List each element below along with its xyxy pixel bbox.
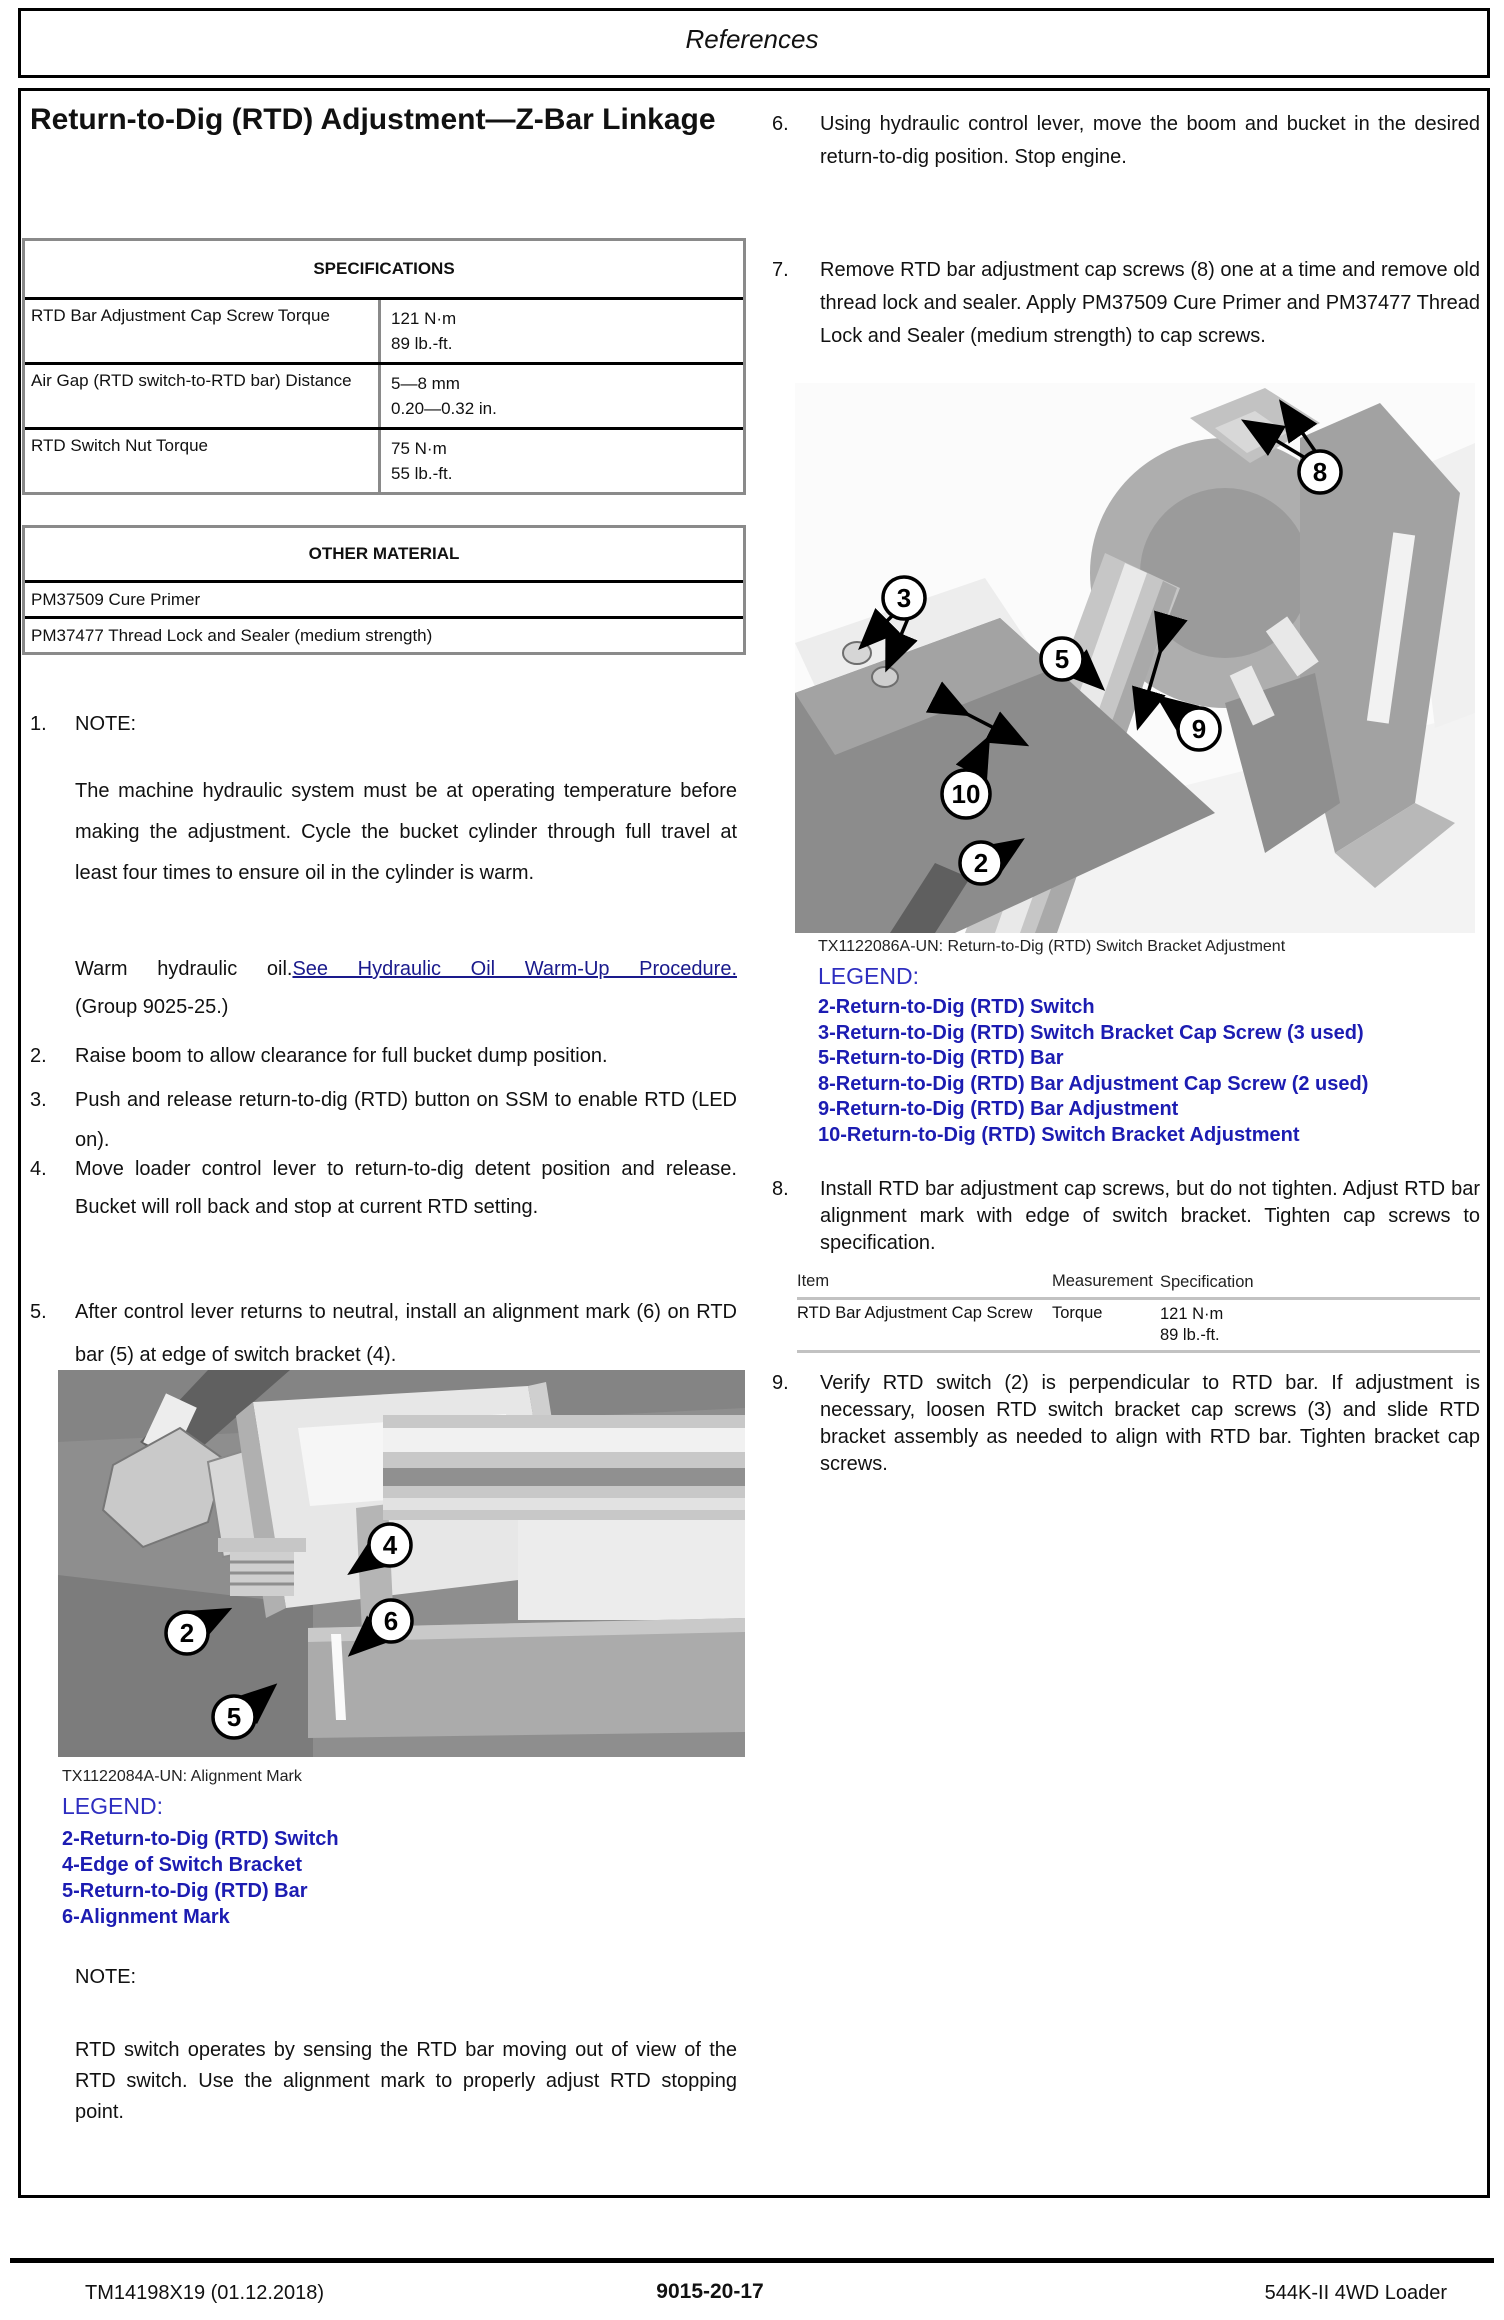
callout-9	[1178, 708, 1220, 750]
step-text: Verify RTD switch (2) is perpendicular to RTD bar. If adjustment is necessary, loosen RTD switch bracket cap screws (3) and slide RTD bracket assembly as needed to align with RTD bar. Tighten bracket cap screws.	[820, 1372, 1480, 1475]
figure-alignment-mark	[58, 1370, 745, 1757]
spec-value-imperial: 55 lb.-ft.	[391, 464, 453, 483]
legend-label: LEGEND:	[62, 1793, 163, 1819]
warm-oil-paragraph	[75, 950, 737, 1026]
spec-value-metric: 5—8 mm	[391, 374, 460, 393]
figure-switch-bracket-adjustment	[795, 383, 1475, 933]
footer-page-number: 9015-20-17	[656, 2280, 764, 2303]
step-2	[30, 1036, 737, 1076]
step-note-label: NOTE:	[75, 713, 137, 735]
legend-item: 6-Alignment Mark	[62, 1906, 230, 1928]
table-row	[25, 365, 743, 430]
spec-label: RTD Switch Nut Torque	[25, 430, 381, 492]
spec-item: RTD Bar Adjustment Cap Screw	[797, 1304, 1033, 1322]
warm-oil-group-ref: (Group 9025-25.)	[75, 996, 229, 1018]
footer-rule	[10, 2258, 1494, 2263]
alignment-mark-photo	[58, 1370, 745, 1757]
legend-item: 9-Return-to-Dig (RTD) Bar Adjustment	[818, 1098, 1179, 1120]
svg-text:5: 5	[226, 1702, 242, 1732]
warm-oil-pre: Warm hydraulic oil.	[75, 958, 293, 980]
step-number: 7.	[772, 259, 789, 281]
table-row	[797, 1300, 1480, 1350]
legend-item: 10-Return-to-Dig (RTD) Switch Bracket Adjustment	[818, 1123, 1300, 1146]
legend-item: 5-Return-to-Dig (RTD) Bar	[818, 1047, 1064, 1069]
footer-doc-id: TM14198X19 (01.12.2018)	[85, 2282, 325, 2304]
svg-text:5: 5	[1054, 644, 1070, 674]
step-1	[30, 713, 737, 736]
spec-label: Air Gap (RTD switch-to-RTD bar) Distance	[25, 365, 381, 427]
step-number: 5.	[30, 1301, 47, 1323]
svg-text:3: 3	[896, 583, 912, 613]
step-text: Move loader control lever to return-to-dig detent position and release. Bucket will roll back and stop at current RTD setting.	[75, 1158, 737, 1218]
other-material-title: OTHER MATERIAL	[25, 528, 743, 583]
hydraulic-oil-warmup-link[interactable]: See Hydraulic Oil Warm-Up Procedure.	[292, 958, 737, 980]
step-8	[772, 1176, 1480, 1257]
step-number: 4.	[30, 1158, 47, 1180]
figure-legend	[818, 995, 1368, 1148]
step-7	[772, 254, 1480, 353]
step-text: After control lever returns to neutral, install an alignment mark (6) on RTD bar (5) at edge of switch bracket (4).	[75, 1301, 737, 1366]
step-text: Using hydraulic control lever, move the boom and bucket in the desired return-to-dig position. Stop engine.	[820, 113, 1480, 168]
step-text: Install RTD bar adjustment cap screws, but do not tighten. Adjust RTD bar alignment mark with edge of switch bracket. Tighten cap screws to specification.	[820, 1178, 1480, 1254]
step-number: 2.	[30, 1045, 47, 1067]
legend-label: LEGEND:	[818, 963, 919, 989]
figure-caption: TX1122086A-UN: Return-to-Dig (RTD) Switch Bracket Adjustment	[818, 938, 1286, 955]
step-4	[30, 1150, 737, 1226]
step-text: Remove RTD bar adjustment cap screws (8) one at a time and remove old thread lock and sealer. Apply PM37509 Cure Primer and PM37477 Thread Lock and Sealer (medium strength) to cap screws.	[820, 259, 1480, 347]
page-title: Return-to-Dig (RTD) Adjustment—Z-Bar Linkage	[30, 103, 716, 136]
specifications-table	[22, 238, 746, 495]
spec-value-imperial: 89 lb.-ft.	[1160, 1326, 1220, 1344]
table-row: PM37477 Thread Lock and Sealer (medium strength)	[31, 625, 433, 645]
legend-item: 4-Edge of Switch Bracket	[62, 1854, 303, 1876]
spec-label: RTD Bar Adjustment Cap Screw Torque	[25, 300, 381, 362]
step-text: Push and release return-to-dig (RTD) button on SSM to enable RTD (LED on).	[75, 1089, 737, 1151]
legend-item: 8-Return-to-Dig (RTD) Bar Adjustment Cap Screw (2 used)	[818, 1072, 1369, 1095]
bracket-cap-screw	[872, 667, 898, 687]
legend-item: 5-Return-to-Dig (RTD) Bar	[62, 1880, 308, 1902]
step-6	[772, 108, 1480, 174]
note-paragraph: RTD switch operates by sensing the RTD bar moving out of view of the RTD switch. Use the alignment mark to properly adjust RTD stopping point.	[75, 2039, 737, 2123]
callout-2	[166, 1612, 208, 1654]
step-number: 3.	[30, 1089, 47, 1111]
spec-value-metric: 121 N·m	[1160, 1305, 1224, 1323]
figure-caption: TX1122084A-UN: Alignment Mark	[62, 1768, 302, 1785]
specifications-table-title: SPECIFICATIONS	[25, 241, 743, 300]
spec-value-imperial: 89 lb.-ft.	[391, 334, 453, 353]
svg-text:4: 4	[382, 1530, 398, 1560]
note-paragraph: The machine hydraulic system must be at operating temperature before making the adjustment. Cycle the bucket cylinder through full travel at least four times to ensure oil in the cylinder is warm.	[75, 780, 737, 884]
spec-value	[381, 300, 743, 362]
header-title: References	[685, 24, 819, 54]
svg-text:9: 9	[1191, 714, 1207, 744]
spec-value	[1160, 1304, 1480, 1346]
column-header: Item	[797, 1272, 830, 1290]
callout-10	[942, 770, 990, 818]
bracket-cap-screw	[843, 642, 871, 664]
switch-bracket-photo	[795, 383, 1475, 933]
figure-legend	[62, 1826, 339, 1930]
divider	[797, 1350, 1480, 1353]
legend-item: 2-Return-to-Dig (RTD) Switch	[62, 1828, 339, 1850]
spec-value	[381, 365, 743, 427]
svg-text:2: 2	[973, 848, 989, 878]
note-label: NOTE:	[75, 1966, 137, 1988]
column-header: Measurement	[1052, 1272, 1153, 1290]
table-row	[25, 300, 743, 365]
footer-model: 544K-II 4WD Loader	[1264, 2282, 1447, 2304]
step-number: 8.	[772, 1178, 789, 1200]
table-row: PM37509 Cure Primer	[25, 583, 743, 619]
step-number: 1.	[30, 713, 47, 735]
torque-spec-table	[797, 1272, 1480, 1353]
other-material-table	[22, 525, 746, 655]
step-9	[772, 1370, 1480, 1478]
step-number: 6.	[772, 113, 789, 135]
svg-text:2: 2	[179, 1618, 195, 1648]
svg-text:8: 8	[1312, 457, 1328, 487]
spec-value-metric: 121 N·m	[391, 309, 457, 328]
callout-5	[213, 1696, 255, 1738]
table-header-row	[797, 1272, 1480, 1297]
callout-2	[960, 842, 1002, 884]
step-3	[30, 1080, 737, 1160]
callout-6	[370, 1600, 412, 1642]
table-row	[25, 430, 743, 492]
warm-oil-line	[75, 950, 737, 988]
spec-value	[381, 430, 743, 492]
callout-5	[1041, 638, 1083, 680]
column-header: Specification	[1160, 1273, 1254, 1291]
spec-measurement: Torque	[1052, 1304, 1103, 1322]
spec-value-imperial: 0.20—0.32 in.	[391, 399, 497, 418]
legend-item: 2-Return-to-Dig (RTD) Switch	[818, 996, 1095, 1018]
svg-text:6: 6	[383, 1606, 399, 1636]
step-text: Raise boom to allow clearance for full bucket dump position.	[75, 1045, 608, 1067]
callout-3	[883, 577, 925, 619]
switch-flange	[218, 1538, 306, 1552]
callout-4	[369, 1524, 411, 1566]
svg-text:10: 10	[951, 779, 981, 809]
step-5	[30, 1291, 737, 1377]
spec-value-metric: 75 N·m	[391, 439, 447, 458]
step-number: 9.	[772, 1372, 789, 1394]
legend-item: 3-Return-to-Dig (RTD) Switch Bracket Cap Screw (3 used)	[818, 1021, 1364, 1044]
callout-8	[1299, 451, 1341, 493]
